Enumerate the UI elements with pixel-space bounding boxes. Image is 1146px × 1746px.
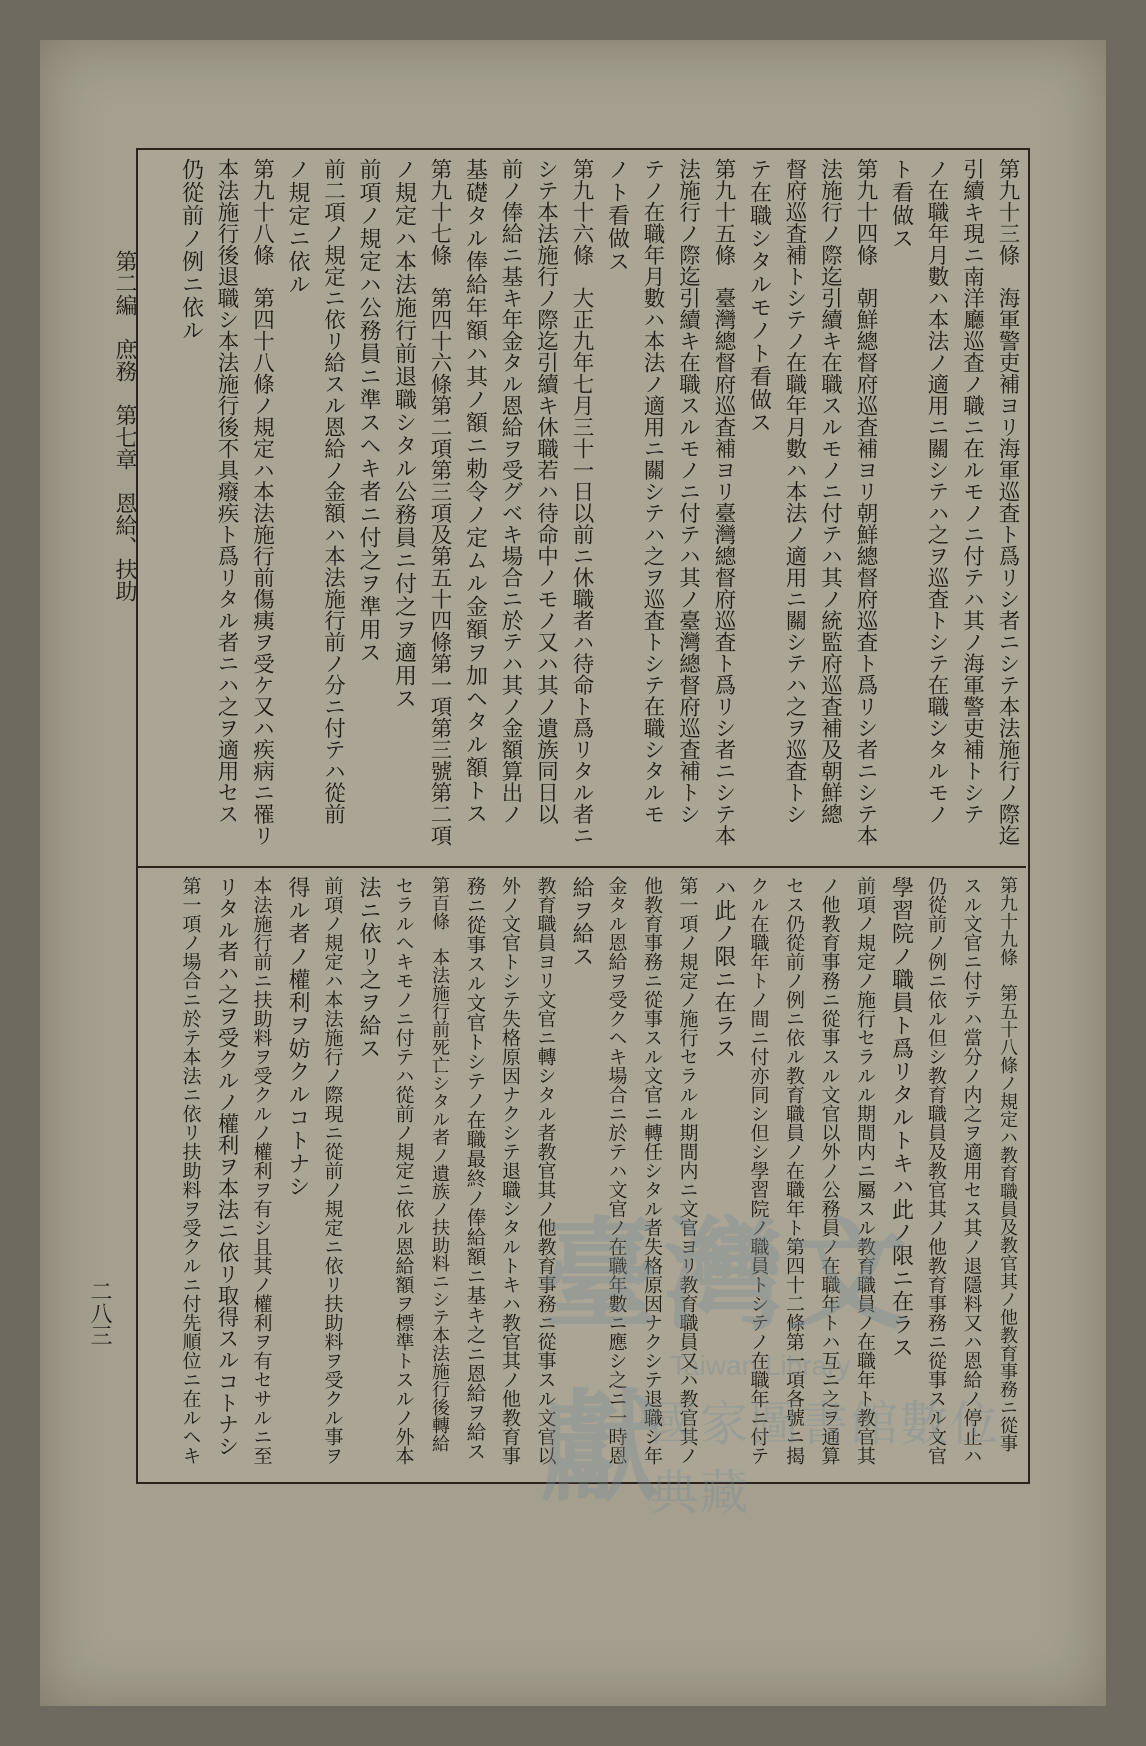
- text-column: 法ニ依リ之ヲ給ス: [356, 876, 381, 1060]
- text-column: 得ル者ノ權利ヲ妨クルコトナシ: [285, 876, 310, 1198]
- text-column: 仍從前ノ例ニ依ル但シ教育職員及教官其ノ他教育事務ニ從事スル文官: [925, 876, 947, 1465]
- text-column: 第百條 本法施行前死亡シタル者ノ遺族ノ扶助料ニシテ本法施行後轉給: [429, 876, 450, 1452]
- text-column: 外ノ文官トシテ失格原因ナクシテ退職シタルトキハ教官其ノ他教育事: [499, 876, 521, 1465]
- text-column: ノ他教育事務ニ從事スル文官以外ノ公務員ノ在職年トハ互ニ之ヲ通算: [818, 876, 841, 1465]
- text-column: 第一項ノ場合ニ於テ本法ニ依リ扶助料ヲ受クルニ付先順位ニ在ルヘキ: [179, 876, 202, 1465]
- text-column: 第九十七條 第四十六條第二項第三項及第五十四條第一項第三號第二項: [427, 158, 452, 846]
- text-column: 第九十四條 朝鮮總督府巡査補ヨリ朝鮮總督府巡査ト爲リシ者ニシテ本: [853, 158, 878, 846]
- watermark-subtitle: 國家圖書館數位典藏: [650, 1396, 1001, 1521]
- running-header: 第二編 庶務 第七章 恩給、扶助: [112, 250, 137, 602]
- text-column: ノト看做ス: [604, 158, 630, 273]
- text-column: 前項ノ規定ノ施行セラルル期間内ニ屬スル教育職員ノ在職年ト教官其: [854, 876, 876, 1465]
- text-column: 他教育事務ニ從事スル文官ニ轉任シタル者失格原因ナクシテ退職シ年: [641, 876, 663, 1465]
- text-column: セラルヘキモノニ付テハ從前ノ規定ニ依ル恩給額ヲ標準トスルノ外本: [392, 876, 415, 1465]
- text-column: ハ此ノ限ニ在ラス: [711, 876, 736, 1060]
- text-column: 第九十三條 海軍警吏補ヨリ海軍巡査ト爲リシ者ニシテ本法施行ノ際迄: [995, 158, 1020, 846]
- text-column: 本法施行後退職シ本法施行後不具癈疾ト爲リタル者ニハ之ヲ適用セス: [214, 158, 239, 825]
- text-column: 前ノ俸給ニ基キ年金タル恩給ヲ受グベキ場合ニ於テハ其ノ金額算出ノ: [498, 158, 523, 825]
- text-column: 引續キ現ニ南洋廳巡査ノ職ニ在ルモノニ付テハ其ノ海軍警吏補トシテ: [959, 158, 985, 825]
- page-number: 二八三: [87, 1280, 112, 1346]
- text-column: 第一項ノ規定ノ施行セラルル期間内ニ文官ヨリ教育職員又ハ教官其ノ: [676, 876, 699, 1465]
- text-column: スル文官ニ付テハ當分ノ内之ヲ適用セス其ノ退隱料又ハ恩給ノ停止ハ: [960, 876, 983, 1465]
- text-column: 教育職員ヨリ文官ニ轉シタル者教官其ノ他教育事務ニ從事スル文官以: [534, 876, 557, 1465]
- watermark-english: Taiwan Library: [670, 1350, 851, 1381]
- text-column: ノ在職年月數ハ本法ノ適用ニ關シテハ之ヲ巡査トシテ在職シタルモノ: [924, 158, 949, 825]
- text-column: 基礎タル俸給年額ハ其ノ額ニ勅令ノ定ムル金額ヲ加ヘタル額トス: [462, 158, 488, 825]
- text-column: 本法施行前ニ扶助料ヲ受クルノ權利ヲ有シ且其ノ權利ヲ有セサルニ至: [250, 876, 273, 1465]
- text-column: テノ在職年月數ハ本法ノ適用ニ關シテハ之ヲ巡査トシテ在職シタルモ: [640, 158, 665, 825]
- text-column: ト看做ス: [888, 158, 914, 250]
- library-watermark: [520, 1160, 1001, 1521]
- text-column: 仍從前ノ例ニ依ル: [178, 158, 204, 342]
- text-column: 法施行ノ際迄引續キ在職スルモノニ付テハ其ノ統監府巡査補及朝鮮總: [817, 158, 843, 825]
- text-column: リタル者ハ之ヲ受クルノ權利ヲ本法ニ依リ取得スルコトナシ: [214, 876, 239, 1457]
- text-column: テ在職シタルモノト看做ス: [746, 158, 772, 434]
- text-column: 第九十六條 大正九年七月三十一日以前ニ休職者ハ待命ト爲リタル者ニ: [569, 158, 594, 846]
- text-column: 法施行ノ際迄引續キ在職スルモノニ付テハ其ノ臺灣總督府巡査補トシ: [675, 158, 701, 825]
- text-column: 給ヲ給ス: [569, 876, 594, 968]
- text-column: クル在職年トノ間ニ付亦同シ但シ學習院ノ職員トシテノ在職年ニ付テ: [747, 876, 770, 1465]
- text-column: 金タル恩給ヲ受クヘキ場合ニ於テハ文官ノ在職年數ニ應シ之ニ一時恩: [605, 876, 628, 1465]
- text-column: ノ規定ハ本法施行前退職シタル公務員ニ付之ヲ適用ス: [391, 158, 417, 710]
- text-column: シテ本法施行ノ際迄引續キ休職若ハ待命中ノモノ又ハ其ノ遺族同日以: [533, 158, 559, 825]
- section-divider: [136, 866, 1026, 868]
- text-column: ノ規定ニ依ル: [285, 158, 310, 296]
- text-column: 第九十八條 第四十八條ノ規定ハ本法施行前傷痍ヲ受ケ又ハ疾病ニ罹リ: [249, 158, 275, 846]
- text-column: 務ニ從事スル文官トシテノ在職最終ノ俸給額ニ基キ之ニ恩給ヲ給ス: [463, 876, 487, 1461]
- text-column: 前項ノ規定ハ公務員ニ準スヘキ者ニ付之ヲ準用ス: [356, 158, 381, 664]
- text-column: 學習院ノ職員ト爲リタルトキハ此ノ限ニ在ラス: [888, 876, 914, 1359]
- text-column: セス仍從前ノ例ニ依ル教育職員ノ在職年ト第四十二條第一項各號ニ揭: [783, 876, 805, 1465]
- text-column: 前二項ノ規定ニ依リ給スル恩給ノ金額ハ本法施行前ノ分ニ付テハ從前: [320, 158, 346, 825]
- text-column: 督府巡査補トシテノ在職年月數ハ本法ノ適用ニ關シテハ之ヲ巡査トシ: [782, 158, 807, 825]
- text-column: 前項ノ規定ハ本法施行ノ際現ニ從前ノ規定ニ依リ扶助料ヲ受クル事ヲ: [321, 876, 344, 1465]
- text-column: 第九十九條 第五十八條ノ規定ハ教育職員及教官其ノ他教育事務ニ從事: [997, 876, 1018, 1452]
- watermark-seal-text: 臺灣文獻: [540, 1205, 912, 1518]
- text-column: 第九十五條 臺灣總督府巡査補ヨリ臺灣總督府巡査ト爲リシ者ニシテ本: [711, 158, 736, 846]
